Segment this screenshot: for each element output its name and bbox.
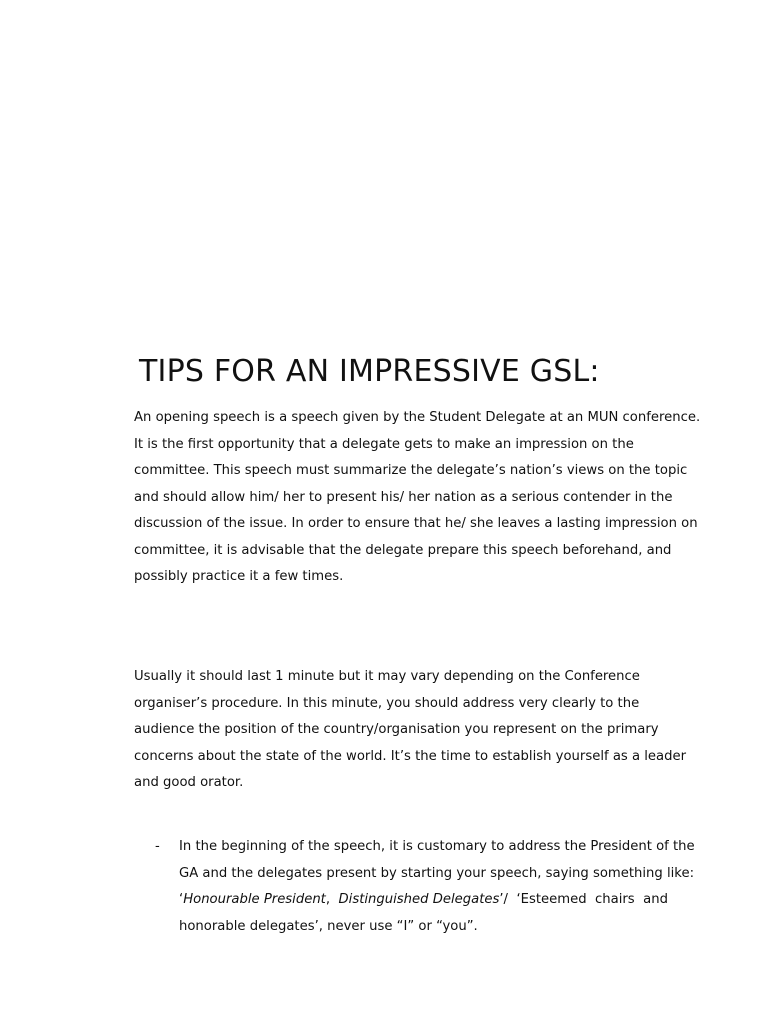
- italic-greeting-president: Honourable President: [183, 892, 326, 907]
- greeting-example-2: [339, 890, 508, 910]
- paragraph-line: It is the first opportunity that a delegate gets to make an impression on the: [134, 436, 634, 452]
- open-quote: ‘: [179, 892, 184, 907]
- paragraph-line: and good orator.: [134, 775, 244, 790]
- bullet-line: honorable delegates’, never use “I” or “you”.: [179, 918, 478, 934]
- paragraph-opening-speech: [134, 408, 701, 590]
- comma: ,: [325, 892, 331, 907]
- paragraph-line: and should allow him/ her to present his/ her nation as a serious contender in the: [134, 489, 673, 505]
- word: ‘Esteemed: [516, 892, 587, 907]
- paragraph-line: audience the position of the country/organisation you represent on the primary: [134, 722, 659, 737]
- greeting-example: [179, 890, 330, 910]
- paragraph-duration: [134, 667, 686, 797]
- paragraph-line: committee. This speech must summarize the delegate’s nation’s views on the topic: [134, 463, 688, 478]
- italic-greeting-delegates: Distinguished Delegates: [338, 892, 500, 907]
- word: chairs: [595, 892, 635, 907]
- paragraph-line: organiser’s procedure. In this minute, you should address very clearly to the: [134, 695, 640, 711]
- paragraph-line: committee, it is advisable that the delegate prepare this speech beforehand, and: [134, 542, 672, 558]
- bullet-line: In the beginning of the speech, it is customary to address the President of the: [179, 839, 695, 854]
- document-title: TIPS FOR AN IMPRESSIVE GSL:: [139, 354, 600, 389]
- bullet-line-justified: [179, 890, 668, 910]
- paragraph-line: concerns about the state of the world. It’s the time to establish yourself as a leader: [134, 748, 686, 764]
- paragraph-line: Usually it should last 1 minute but it may vary depending on the Conference: [134, 669, 640, 684]
- word: and: [643, 892, 668, 907]
- bullet-marker: -: [155, 839, 160, 854]
- paragraph-line: discussion of the issue. In order to ensure that he/ she leaves a lasting impression on: [134, 516, 698, 531]
- bullet-line: GA and the delegates present by starting your speech, saying something like:: [179, 865, 695, 881]
- paragraph-line: possibly practice it a few times.: [134, 569, 344, 584]
- bullet-list-item: [134, 837, 695, 947]
- paragraph-line: An opening speech is a speech given by the Student Delegate at an MUN conference.: [134, 410, 701, 425]
- close-quote: ’/: [499, 892, 508, 907]
